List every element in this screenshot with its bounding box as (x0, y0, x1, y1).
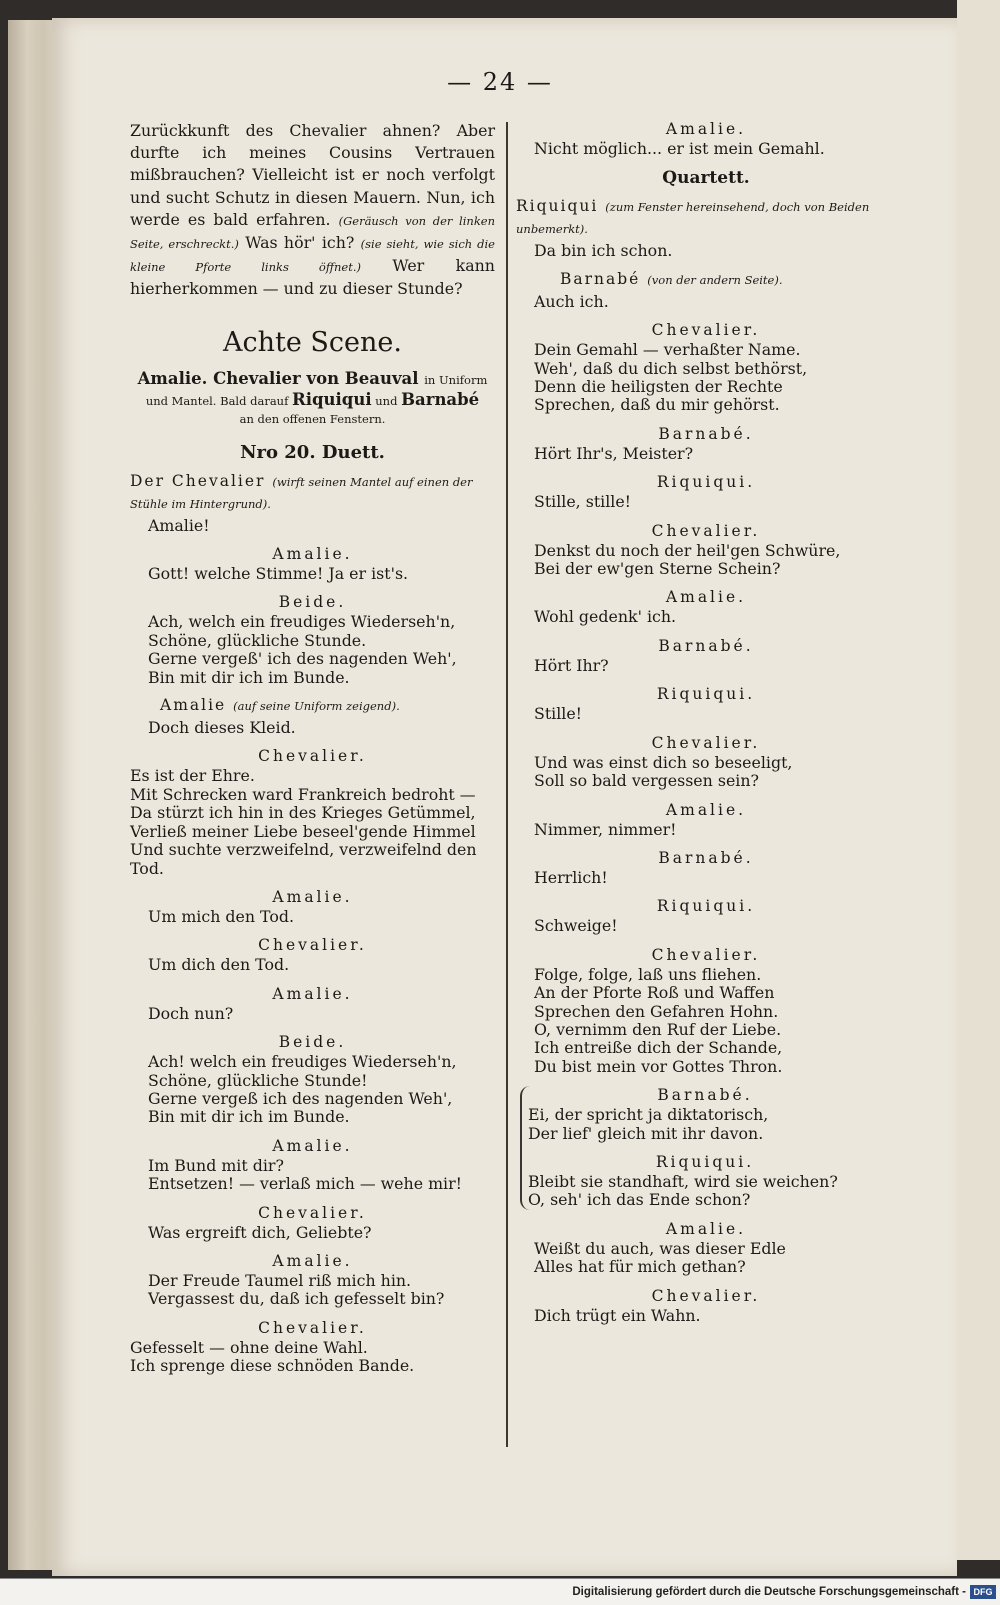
verse-line: Da bin ich schon. (534, 241, 673, 261)
stage-direction: (zum Fenster hereinsehend, doch von Beiden unbemerkt). (516, 200, 870, 237)
speaker-line (130, 471, 495, 515)
speaker-name: Riquiqui. (656, 897, 756, 916)
verse-line: Ich sprenge diese schnöden Bande. (130, 1356, 415, 1376)
speaker-line (516, 196, 882, 240)
digitization-footer (0, 1578, 1000, 1605)
speaker-name: Amalie. (272, 887, 353, 906)
speaker-name: Amalie (160, 696, 227, 715)
verse-line: Schöne, glückliche Stunde. (148, 630, 367, 650)
verse-line: Ei, der spricht ja diktatorisch, (528, 1105, 769, 1125)
verse-line: Und was einst dich so beseeligt, (534, 752, 793, 772)
stage-direction: (von der andern Seite). (647, 272, 783, 287)
verse-line: Denn die heiligsten der Rechte (534, 377, 783, 397)
speaker-name: Amalie. (665, 800, 747, 819)
verse-line: Bin mit dir ich im Bunde. (148, 667, 350, 687)
quartet-title: Quartett. (662, 168, 750, 189)
speaker-name: Chevalier. (258, 747, 367, 766)
verse-line: Schweige! (534, 916, 618, 936)
verse-line: Weißt du auch, was dieser Edle (534, 1238, 786, 1258)
verse-line: Schöne, glückliche Stunde! (148, 1070, 368, 1090)
intro-text: Was hör' ich? (245, 233, 355, 253)
verse-line: Wohl gedenk' ich. (534, 607, 677, 627)
verse-line: Entsetzen! — verlaß mich — wehe mir! (148, 1174, 462, 1194)
verse-line: Es ist der Ehre. (130, 766, 255, 786)
verse-line: Im Bund mit dir? (148, 1155, 284, 1175)
speaker-name: Amalie. (665, 120, 747, 138)
verse-line: Bin mit dir ich im Bunde. (148, 1107, 350, 1127)
speaker-name: Chevalier. (651, 321, 761, 340)
speaker-name: Chevalier. (651, 521, 761, 540)
verse-line: Du bist mein vor Gottes Thron. (534, 1056, 783, 1076)
speaker-name: Barnabé (560, 269, 641, 288)
verse-line: Der Freude Taumel riß mich hin. (148, 1270, 412, 1290)
verse-line: Auch ich. (534, 291, 609, 311)
verse-line: O, seh' ich das Ende schon? (528, 1190, 751, 1210)
speaker-name: Riquiqui. (655, 1152, 755, 1171)
cast-names: Amalie. Chevalier von Beauval (137, 368, 419, 388)
speaker-name: Chevalier. (258, 1318, 367, 1337)
verse-line: Der lief' gleich mit ihr davon. (528, 1123, 764, 1143)
number-title: Nro 20. Duett. (240, 441, 385, 463)
verse-block (130, 767, 495, 877)
stage-direction: (wirft seinen Mantel auf einen der Stühle im Hintergrund). (130, 474, 473, 511)
speaker-name: Barnabé. (658, 636, 754, 655)
speaker-line (130, 695, 495, 717)
intro-text: Wer kann hierherkommen — und zu dieser Stunde? (130, 256, 495, 299)
verse-line: Weh', daß du dich selbst bethörst, (534, 358, 808, 378)
speaker-name: Barnabé. (657, 1086, 753, 1105)
verse-line: Was ergreift dich, Geliebte? (148, 1222, 372, 1242)
verse-line: An der Pforte Roß und Waffen (534, 983, 775, 1003)
funding-notice: Digitalisierung gefördert durch die Deutsche Forschungsgemeinschaft - (572, 1586, 966, 1598)
verse-line: Ich entreiße dich der Schande, (534, 1038, 783, 1058)
dfg-logo: DFG (970, 1585, 996, 1599)
verse-line: Sprechen den Gefahren Hohn. (534, 1001, 779, 1021)
scene-title: Achte Scene. (223, 326, 402, 358)
speaker-name: Beide. (278, 1033, 347, 1052)
stage-direction: (auf seine Uniform zeigend). (233, 699, 400, 714)
verse-line: Ach, welch ein freudiges Wiederseh'n, (148, 612, 456, 632)
verse-line: Doch nun? (148, 1003, 234, 1023)
verse-block (530, 1240, 882, 1277)
speaker-name: Beide. (278, 593, 347, 612)
verse-line: Nicht möglich... er ist mein Gemahl. (534, 139, 825, 158)
verse-line: Da stürzt ich hin in des Krieges Getümmel, (130, 803, 476, 823)
verse-line: Gott! welche Stimme! Ja er ist's. (148, 564, 409, 584)
verse-block (130, 1157, 495, 1194)
verse-line: Gefesselt — ohne deine Wahl. (130, 1337, 368, 1357)
verse-line: Hört Ihr? (534, 655, 609, 675)
verse-block (528, 1173, 882, 1210)
speaker-name: Amalie. (272, 1136, 353, 1155)
speaker-name: Amalie. (665, 588, 747, 607)
cast-name: Barnabé (401, 389, 480, 409)
verse-line: Hört Ihr's, Meister? (534, 443, 694, 463)
verse-block (530, 341, 882, 415)
verse-block (130, 1053, 495, 1127)
verse-line: Soll so bald vergessen sein? (534, 771, 760, 791)
stage-direction: (Geräusch von der linken Seite, erschreckt.) (130, 213, 496, 252)
intro-paragraph (130, 120, 495, 301)
verse-block (130, 1272, 495, 1309)
speaker-name: Amalie. (665, 1219, 747, 1238)
speaker-line (530, 269, 882, 291)
verse-line: Um mich den Tod. (148, 906, 294, 926)
verse-line: Alles hat für mich gethan? (534, 1257, 746, 1277)
verse-line: Stille, stille! (534, 492, 632, 512)
speaker-name: Riquiqui. (656, 473, 756, 492)
verse-block (130, 1339, 495, 1376)
cast-list-continued (130, 391, 495, 428)
speaker-name: Barnabé. (658, 424, 754, 443)
verse-line: Doch dieses Kleid. (148, 718, 296, 738)
verse-line: Folge, folge, laß uns fliehen. (534, 964, 762, 984)
stage-direction: (sie sieht, wie sich die kleine Pforte links öffnet.) (130, 237, 495, 275)
speaker-name: Chevalier. (651, 733, 761, 752)
verse-line: Denkst du noch der heil'gen Schwüre, (534, 540, 841, 560)
left-column (130, 120, 495, 1378)
verse-line: Sprechen, daß du mir gehörst. (534, 395, 780, 415)
cast-detail: in Uniform (424, 372, 488, 387)
speaker-name: Barnabé. (658, 848, 754, 867)
verse-block (530, 754, 882, 791)
speaker-name: Chevalier. (258, 936, 367, 955)
verse-line: Bleibt sie standhaft, wird sie weichen? (528, 1171, 838, 1191)
verse-line: Amalie! (148, 515, 210, 535)
speaker-name: Chevalier. (651, 1286, 761, 1305)
verse-line: Und suchte verzweifelnd, verzweifelnd den Tod. (130, 840, 477, 878)
verse-block (530, 966, 882, 1076)
verse-line: Bei der ew'gen Sterne Schein? (534, 559, 781, 579)
cast-list (130, 368, 495, 391)
intro-text: Zurückkunft des Chevalier ahnen? Aber durfte ich meines Cousins Vertrauen mißbrauchen? Vielleicht ist er noch verfolgt und sucht Schutz in diesen Mauern. Nun, ich werde es bald erfahren. (130, 121, 495, 229)
verse-block (130, 613, 495, 687)
cast-detail: und (375, 393, 398, 408)
speaker-name: Chevalier. (258, 1203, 367, 1222)
verse-line: Gerne vergeß' ich des nagenden Weh', (148, 649, 457, 669)
verse-line: Um dich den Tod. (148, 955, 290, 975)
verse-line: Dein Gemahl — verhaßter Name. (534, 340, 801, 360)
page-number: — 24 — (447, 68, 553, 96)
verse-line: Vergassest du, daß ich gefesselt bin? (148, 1289, 445, 1309)
simultaneous-bracket (520, 1086, 882, 1210)
verse-line: O, vernimm den Ruf der Liebe. (534, 1019, 782, 1039)
speaker-name: Der Chevalier (130, 471, 266, 490)
speaker-name: Riquiqui. (656, 685, 756, 704)
cast-detail: an den offenen Fenstern. (239, 411, 386, 426)
right-column (516, 120, 882, 1325)
speaker-name: Amalie. (272, 1251, 353, 1270)
speaker-name: Amalie. (272, 984, 353, 1003)
facing-page-edge (957, 0, 1000, 1560)
verse-line: Verließ meiner Liebe beseel'gende Himmel (130, 821, 476, 841)
verse-line: Mit Schrecken ward Frankreich bedroht — (130, 784, 476, 804)
verse-block (528, 1106, 882, 1143)
speaker-name: Riquiqui (516, 197, 599, 216)
verse-line: Nimmer, nimmer! (534, 819, 677, 839)
speaker-name: Chevalier. (651, 945, 761, 964)
column-divider (506, 122, 508, 1447)
cast-name: Riquiqui (292, 389, 372, 409)
verse-line: Gerne vergeß ich des nagenden Weh', (148, 1088, 453, 1108)
speaker-name: Amalie. (272, 545, 353, 564)
verse-block (530, 542, 882, 579)
cast-detail: und Mantel. Bald darauf (145, 393, 289, 408)
verse-line: Ach! welch ein freudiges Wiederseh'n, (148, 1052, 457, 1072)
verse-line: Stille! (534, 704, 583, 724)
verse-line: Herrlich! (534, 867, 608, 887)
verse-line: Dich trügt ein Wahn. (534, 1305, 701, 1325)
